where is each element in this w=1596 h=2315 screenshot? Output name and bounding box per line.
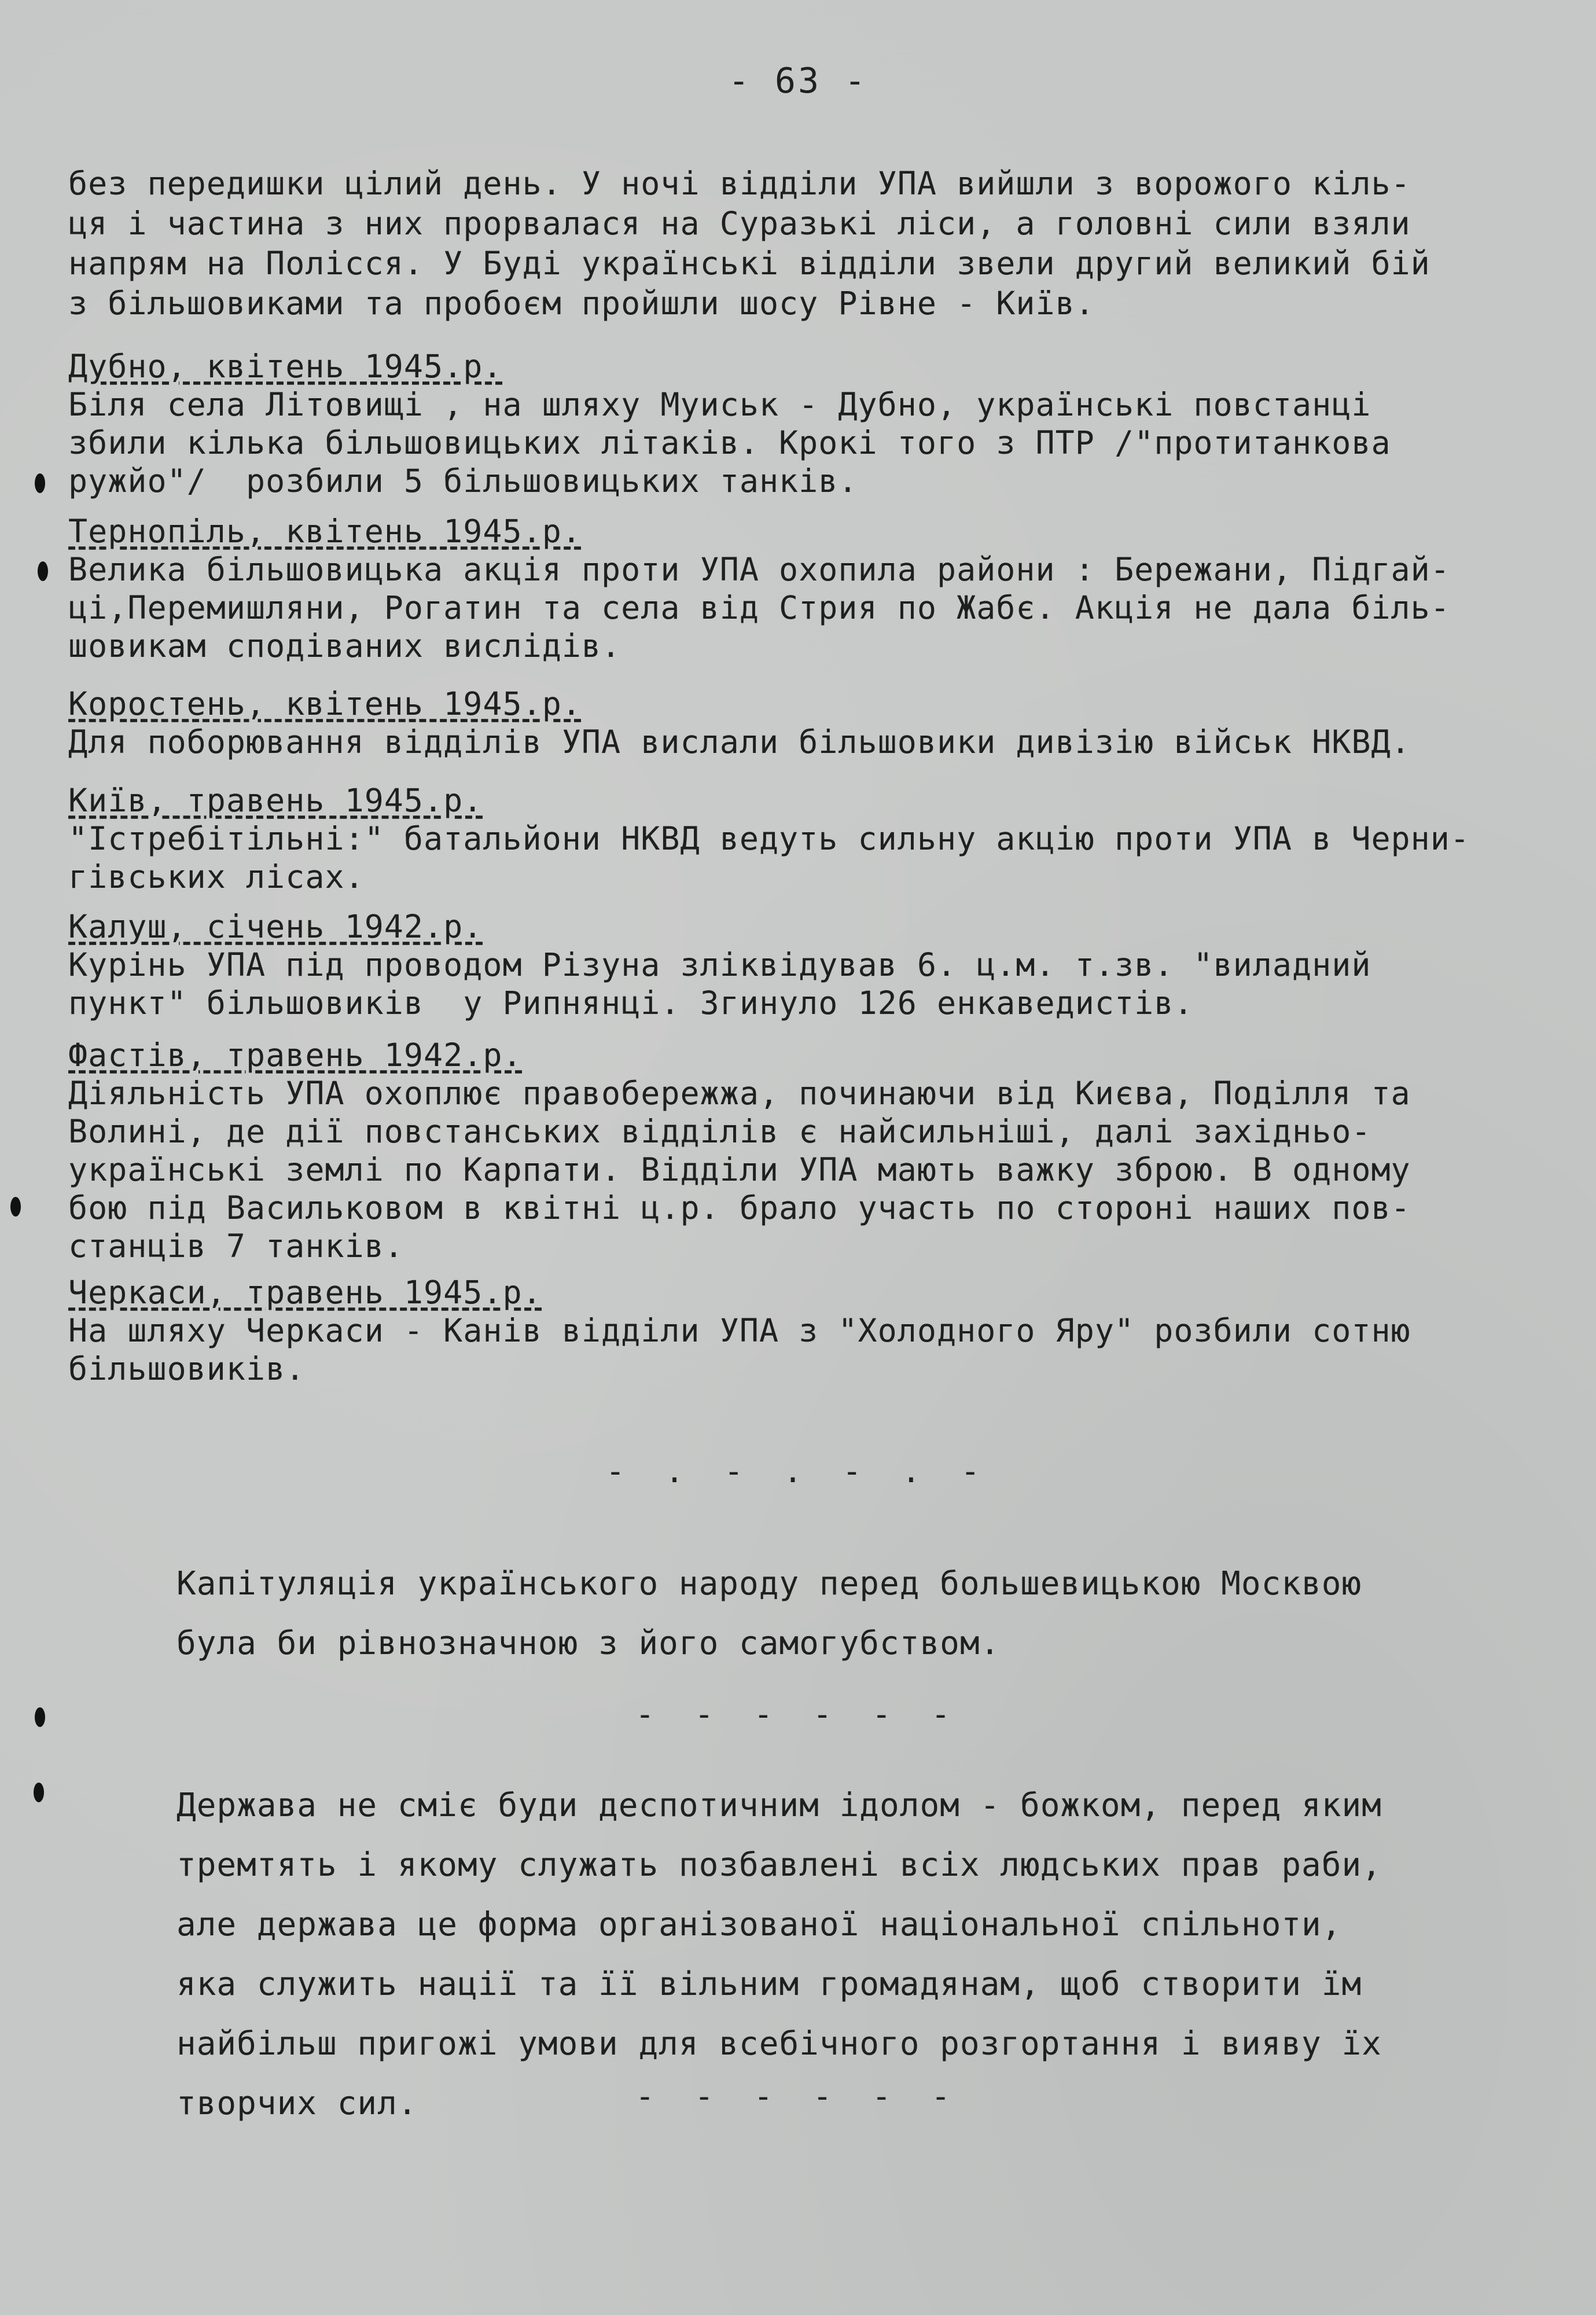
- report-entry-kalush: [68, 907, 1503, 1022]
- report-entry-fastiv: [68, 1036, 1503, 1265]
- entry-heading: Київ, травень 1945.р.: [68, 782, 483, 819]
- entry-heading: Тернопіль, квітень 1945.р.: [68, 513, 582, 550]
- entry-text: Курінь УПА під проводом Різуна зліквідував 6. ц.м. т.зв. "виладний пункт" більшовиків у Рипнянці. Згинуло 126 енкаведистів.: [68, 946, 1371, 1021]
- report-entry-kyiv: [68, 781, 1503, 896]
- section-separator: - - - - - -: [635, 1696, 961, 1733]
- punch-hole-mark: [38, 561, 48, 581]
- entry-text: На шляху Черкаси - Канів відділи УПА з "Холодного Яру" розбили сотню більшовиків.: [68, 1312, 1411, 1387]
- punch-hole-mark: [35, 473, 45, 493]
- section-separator: - . - . - . -: [605, 1453, 991, 1490]
- section-separator: - - - - - -: [635, 2078, 961, 2115]
- entry-heading: Дубно, квітень 1945.р.: [68, 348, 503, 385]
- quote-capitulation: Капітуляція українського народу перед большевицькою Москвою була би рівнозначною з його самогубством.: [176, 1565, 1362, 1662]
- entry-heading: Фастів, травень 1942.р.: [68, 1037, 523, 1074]
- entry-text: Велика більшовицька акція проти УПА охопила райони : Бережани, Підгай- ці,Перемишляни, Рогатин та села від Стрия по Жабє. Акція не дала біль- шовикам сподіваних вислідів.: [68, 551, 1450, 664]
- entry-text: Діяльність УПА охоплює правобережжа, починаючи від Києва, Поділля та Волині, де дії повстанських відділів є найсильніші, далі західньо- українські землі по Карпати. Відділи УПА мають важку зброю. В одному бою під Васильковом в квітні ц.р. брало участь по стороні наших пов- станців 7 танків.: [68, 1075, 1411, 1265]
- punch-hole-mark: [34, 1783, 44, 1802]
- entry-heading: Калуш, січень 1942.р.: [68, 908, 483, 945]
- intro-paragraph: без передишки цілий день. У ночі відділи УПА вийшли з ворожого кіль- ця і частина з них прорвалася на Суразькі ліси, а головні сили взяли напрям на Полісся. У Буді українські відділи звели другий великий бій з більшовиками та пробоєм пройшли шосу Рівне - Київ.: [68, 165, 1430, 322]
- punch-hole-mark: [10, 1197, 21, 1217]
- report-entry-cherkasy: [68, 1273, 1503, 1388]
- page-number: - 63 -: [728, 61, 868, 101]
- entry-text: Біля села Літовищі , на шляху Муиськ - Дубно, українські повстанці збили кількa більшовицьких літаків. Крокі того з ПТР /"протитанкова ружйо"/ розбили 5 більшовицьких танків.: [68, 386, 1391, 499]
- entry-text: "Істребітільні:" батальйони НКВД ведуть сильну акцію проти УПА в Черни- гівських лісах.: [68, 820, 1470, 895]
- report-entry-korosten: [68, 685, 1503, 761]
- report-entry-ternopil: [68, 512, 1503, 665]
- punch-hole-mark: [35, 1707, 45, 1727]
- entry-heading: Черкаси, травень 1945.р.: [68, 1274, 542, 1311]
- report-entry-dubno: [68, 347, 1503, 500]
- quote-state: Держава не сміє буди деспотичним ідолом - божком, перед яким тремтять і якому служать позбавлені всіх людських прав раби, але держава це форма організованої національної спільноти, яка служить нації та її вільним громадянам, щоб створити їм найбільш пригожі умови для всебічного розгортання і вияву їх творчих сил.: [176, 1787, 1382, 2122]
- entry-heading: Коростень, квітень 1945.р.: [68, 685, 582, 722]
- entry-text: Для поборювання відділів УПА вислали більшовики дивізію військ НКВД.: [68, 723, 1411, 760]
